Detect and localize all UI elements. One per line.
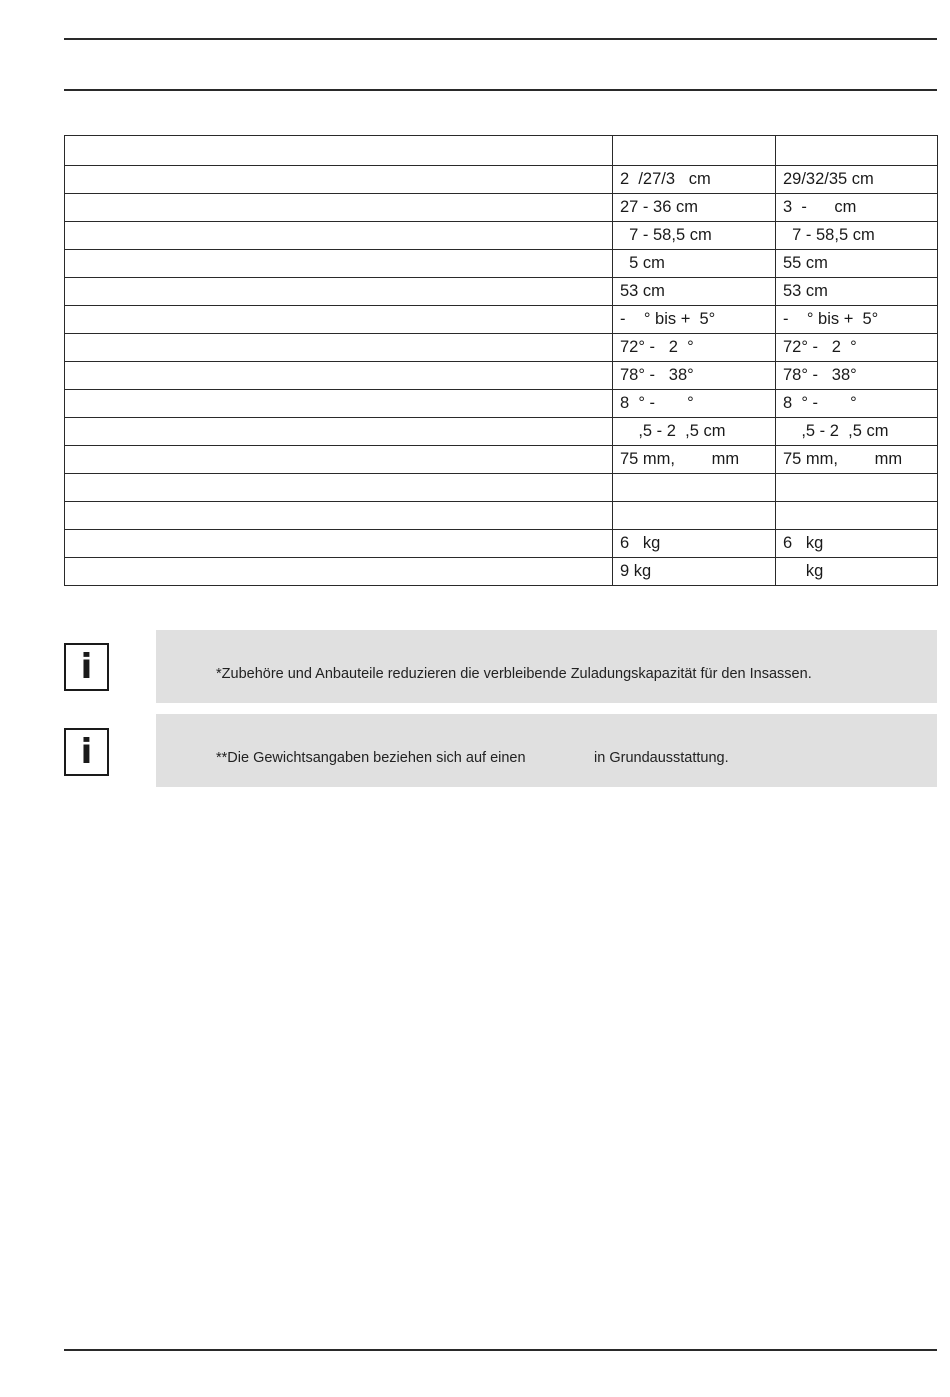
note-box-accessories (156, 630, 937, 703)
row-value-model-2: 75 mm, mm (776, 446, 938, 474)
table-row (65, 334, 938, 362)
row-value-model-1: 53 cm (613, 278, 776, 306)
table-header-row (65, 136, 938, 166)
info-icon (64, 643, 109, 691)
table-row (65, 446, 938, 474)
table-row (65, 390, 938, 418)
row-label-cell (65, 194, 613, 222)
table-row (65, 222, 938, 250)
spec-table (64, 135, 938, 586)
table-row (65, 418, 938, 446)
table-row (65, 194, 938, 222)
row-value-model-2: kg (776, 558, 938, 586)
note-box-weight (156, 714, 937, 787)
row-value-model-2 (776, 502, 938, 530)
row-value-model-2: 72° - 2 ° (776, 334, 938, 362)
note-text-accessories: *Zubehöre und Anbauteile reduzieren die verbleibende Zuladungskapazität für den Insassen. (216, 666, 812, 682)
info-icon (64, 728, 109, 776)
table-row (65, 502, 938, 530)
row-value-model-2 (776, 474, 938, 502)
top-rule (64, 38, 937, 40)
row-value-model-1: 2 /27/3 cm (613, 166, 776, 194)
row-value-model-1: 72° - 2 ° (613, 334, 776, 362)
row-value-model-2: 7 - 58,5 cm (776, 222, 938, 250)
header-rule (64, 89, 937, 91)
row-label-cell (65, 278, 613, 306)
row-label-cell (65, 390, 613, 418)
table-row (65, 530, 938, 558)
row-value-model-1: 78° - 38° (613, 362, 776, 390)
row-label-cell (65, 502, 613, 530)
row-label-cell (65, 166, 613, 194)
header-cell-model-1 (613, 136, 776, 166)
row-value-model-2: 53 cm (776, 278, 938, 306)
info-icon-glyph: i (80, 732, 93, 772)
header-cell-model-2 (776, 136, 938, 166)
row-value-model-1: 5 cm (613, 250, 776, 278)
row-label-cell (65, 306, 613, 334)
row-label-cell (65, 334, 613, 362)
row-label-cell (65, 250, 613, 278)
row-label-cell (65, 362, 613, 390)
row-label-cell (65, 446, 613, 474)
row-label-cell (65, 530, 613, 558)
row-label-cell (65, 222, 613, 250)
row-value-model-1 (613, 474, 776, 502)
row-value-model-2: 55 cm (776, 250, 938, 278)
table-row (65, 306, 938, 334)
table-row (65, 166, 938, 194)
row-value-model-2: 6 kg (776, 530, 938, 558)
row-value-model-1: 27 - 36 cm (613, 194, 776, 222)
table-row (65, 558, 938, 586)
row-value-model-2: 78° - 38° (776, 362, 938, 390)
table-row (65, 474, 938, 502)
row-value-model-1: 7 - 58,5 cm (613, 222, 776, 250)
row-value-model-1: - ° bis + 5° (613, 306, 776, 334)
row-value-model-1: 8 ° - ° (613, 390, 776, 418)
row-label-cell (65, 418, 613, 446)
table-row (65, 250, 938, 278)
row-value-model-2: 8 ° - ° (776, 390, 938, 418)
row-value-model-2: 3 - cm (776, 194, 938, 222)
row-value-model-1: ,5 - 2 ,5 cm (613, 418, 776, 446)
header-cell-label (65, 136, 613, 166)
table-row (65, 278, 938, 306)
row-value-model-1: 6 kg (613, 530, 776, 558)
row-label-cell (65, 474, 613, 502)
row-value-model-2: ,5 - 2 ,5 cm (776, 418, 938, 446)
info-icon-glyph: i (80, 647, 93, 687)
note-text-weight: **Die Gewichtsangaben beziehen sich auf einen in Grundausstattung. (216, 750, 729, 766)
row-value-model-1: 75 mm, mm (613, 446, 776, 474)
footer-rule (64, 1349, 937, 1351)
row-label-cell (65, 558, 613, 586)
row-value-model-2: 29/32/35 cm (776, 166, 938, 194)
row-value-model-1 (613, 502, 776, 530)
row-value-model-1: 9 kg (613, 558, 776, 586)
row-value-model-2: - ° bis + 5° (776, 306, 938, 334)
table-row (65, 362, 938, 390)
